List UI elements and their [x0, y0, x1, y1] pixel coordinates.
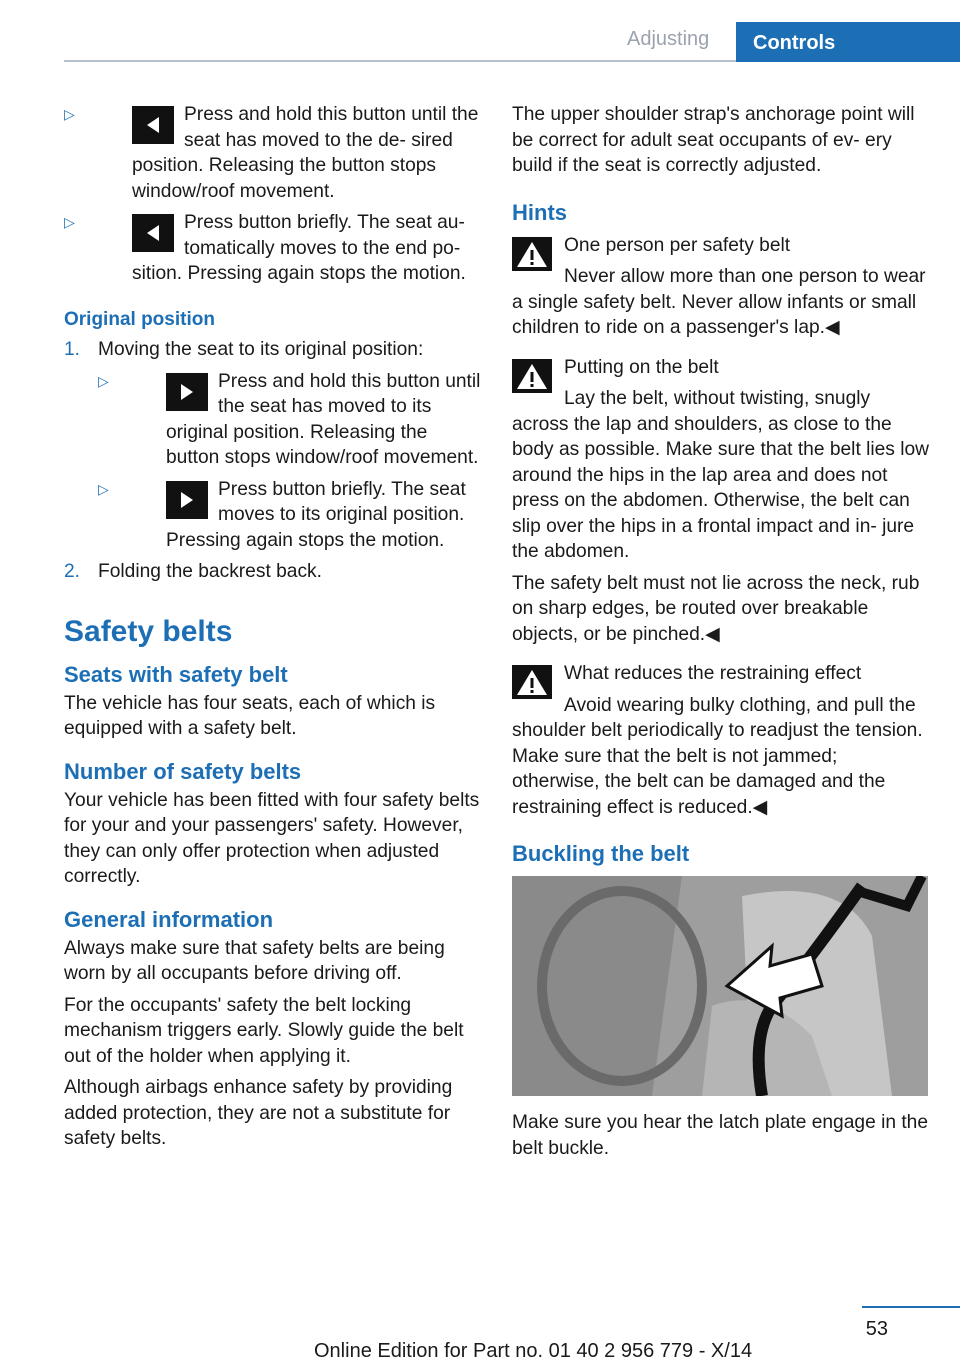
numbered-item	[64, 337, 484, 553]
seats-text: The vehicle has four seats, each of which is equipped with a safety belt.	[64, 692, 436, 739]
hints-heading: Hints	[512, 199, 567, 225]
warning-body: Never allow more than one person to wear a single safety belt. Never allow infants or small children to ride on a passenger's lap.◀	[512, 266, 926, 338]
number-text: Your vehicle has been fitted with four safety belts for your and your passengers' safety. However, they can only offer protection when adjusted correctly.	[64, 789, 480, 887]
triangle-bullet-icon: ▷	[98, 372, 109, 389]
warning-extra: The safety belt must not lie across the neck, rub on sharp edges, be routed over breakable objects, or be pinched.◀	[512, 572, 920, 645]
general-paragraph: For the occupants' safety the belt locking mechanism triggers early. Slowly guide the belt out of the holder when applying it.	[64, 994, 464, 1067]
bullet-text-rest: position. Releasing the button stops window/roof movement.	[166, 421, 479, 468]
warning-block	[512, 355, 930, 648]
right-column	[512, 102, 930, 1167]
bullet-text: Press button briefly. The seat au- tomatically moves to the end po-	[184, 212, 465, 259]
general-paragraph: Always make sure that safety belts are being worn by all occupants before driving off.	[64, 937, 445, 984]
bullet-text: Press button briefly. The seat moves to its original position.	[218, 478, 466, 525]
list-item	[64, 210, 484, 287]
general-paragraph: Although airbags enhance safety by providing added protection, they are not a substitute for safety belts.	[64, 1077, 453, 1149]
header-section: Adjusting	[627, 28, 710, 50]
original-position-heading: Original position	[64, 308, 215, 330]
intro-text: The upper shoulder strap's anchorage point will be correct for adult seat occupants of ev- ery build if the seat is correctly adjusted.	[512, 104, 915, 176]
buckling-heading: Buckling the belt	[512, 841, 690, 866]
page-number: 53	[865, 1318, 888, 1340]
buckling-text: Make sure you hear the latch plate engage in the belt buckle.	[512, 1112, 929, 1159]
warning-body: Avoid wearing bulky clothing, and pull the shoulder belt periodically to readjust the tension. Make sure that the belt is not jammed; otherwise, the belt can be damaged and the restraining effect is reduced.◀	[512, 694, 923, 818]
seat-belt-photo	[512, 876, 928, 1096]
item-text: Moving the seat to its original position:	[98, 339, 424, 360]
warning-body: Lay the belt, without twisting, snugly across the lap and shoulders, as close to the body as possible. Make sure that the belt lies low around the hips in the lap area and does not press on the abdomen. Otherwise, the belt can slip over the hips in a frontal impact and in- jure the abdomen.	[512, 388, 930, 562]
triangle-bullet-icon: ▷	[64, 214, 75, 230]
footer-rule	[862, 1306, 960, 1308]
numbered-item	[64, 559, 484, 585]
item-number: 1.	[64, 339, 81, 360]
seats-heading: Seats with safety belt	[64, 661, 288, 687]
list-item	[98, 369, 484, 471]
warning-title: One person per safety belt	[564, 234, 791, 256]
bullet-text-rest: sition. Pressing again stops the motion.	[132, 263, 466, 284]
triangle-bullet-icon: ▷	[64, 106, 75, 122]
warning-block	[512, 233, 930, 341]
general-heading: General information	[64, 906, 274, 932]
warning-triangle-icon	[512, 665, 552, 699]
warning-block	[512, 661, 930, 820]
header-chapter-tab: Controls	[736, 22, 960, 62]
edition-text: Online Edition for Part no. 01 40 2 956 779 - X/14	[314, 1340, 753, 1362]
bullet-text-rest: sired position. Releasing the button stops window/roof movement.	[132, 129, 453, 202]
list-item	[64, 102, 484, 204]
item-number: 2.	[64, 561, 81, 582]
safety-belts-heading: Safety belts	[64, 614, 233, 648]
page-header	[0, 0, 960, 62]
item-text: Folding the backrest back.	[98, 561, 322, 582]
arrow-left-button-icon	[132, 214, 174, 252]
left-column	[64, 102, 484, 1158]
page-footer	[0, 1300, 960, 1362]
warning-title: What reduces the restraining effect	[564, 663, 862, 684]
bullet-text-rest: Pressing again stops the motion.	[166, 529, 445, 551]
warning-triangle-icon	[512, 237, 552, 271]
warning-triangle-icon	[512, 359, 552, 393]
arrow-right-button-icon	[166, 481, 208, 519]
bullet-text: Press and hold this button until the seat has moved to its original	[166, 370, 481, 443]
warning-title: Putting on the belt	[564, 356, 719, 378]
seat-belt-illustration	[512, 876, 928, 1096]
bullet-text: Press and hold this button until the seat has moved to the de-	[184, 104, 479, 151]
number-heading: Number of safety belts	[64, 758, 302, 784]
arrow-right-button-icon	[166, 373, 208, 411]
arrow-left-button-icon	[132, 106, 174, 144]
triangle-bullet-icon: ▷	[98, 480, 109, 497]
list-item	[98, 477, 484, 554]
